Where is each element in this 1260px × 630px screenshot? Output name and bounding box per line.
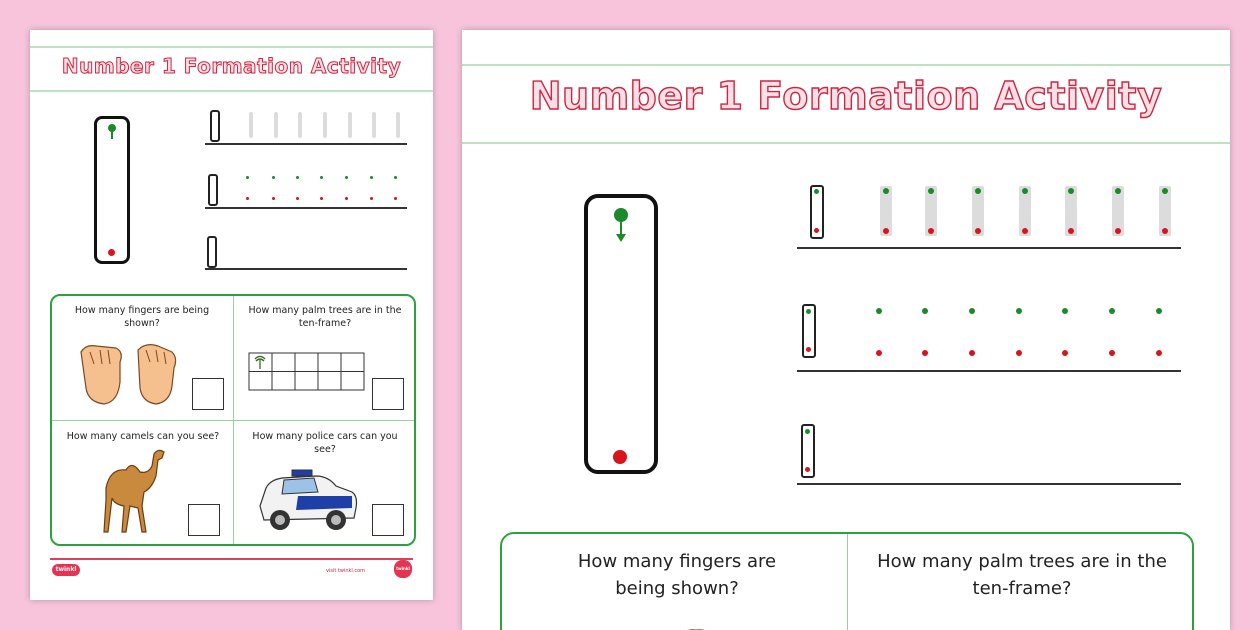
end-dot[interactable]: [1016, 350, 1022, 356]
answer-box[interactable]: [188, 504, 220, 536]
writing-line: [205, 207, 407, 209]
start-dot[interactable]: [922, 308, 928, 314]
end-dot[interactable]: [1062, 350, 1068, 356]
question-palm-trees: How many palm trees are in the ten-frame?: [248, 305, 402, 329]
page-title: Number 1 Formation Activity: [61, 54, 402, 78]
start-dot[interactable]: [296, 176, 299, 179]
writing-line: [205, 268, 407, 270]
answer-box[interactable]: [372, 504, 404, 536]
start-dot[interactable]: [1016, 308, 1022, 314]
ghost-one[interactable]: [274, 112, 278, 138]
start-dot[interactable]: [876, 308, 882, 314]
footer-url: visit twinkl.com: [326, 568, 366, 574]
worksheet-preview-small: [30, 30, 433, 600]
start-dot[interactable]: [345, 176, 348, 179]
start-dot[interactable]: [969, 308, 975, 314]
ghost-one[interactable]: [1065, 186, 1077, 236]
end-dot[interactable]: [272, 197, 275, 200]
start-dot[interactable]: [1156, 308, 1162, 314]
ghost-one[interactable]: [298, 112, 302, 138]
ghost-one[interactable]: [348, 112, 352, 138]
large-number-one-trace: [584, 194, 658, 474]
question-palm-trees: How many palm trees are in the ten-frame?: [877, 551, 1167, 599]
example-one: [210, 110, 220, 142]
start-dot[interactable]: [1062, 308, 1068, 314]
writing-line: [205, 143, 407, 145]
start-dot[interactable]: [394, 176, 397, 179]
footer-divider: [50, 558, 413, 560]
question-grid: [500, 532, 1194, 630]
writing-line: [797, 370, 1181, 372]
end-dot[interactable]: [246, 197, 249, 200]
ghost-one[interactable]: [925, 186, 937, 236]
question-police-cars: How many police cars can you see?: [252, 431, 398, 455]
title-divider: [30, 90, 433, 92]
end-dot: [613, 450, 627, 464]
police-car-image: [256, 466, 360, 538]
worksheet-preview-large: [462, 30, 1230, 630]
arrow-head-icon: [616, 234, 626, 242]
grid-divider: [52, 420, 414, 421]
title-divider: [462, 142, 1230, 144]
example-one: [207, 236, 217, 268]
example-one: [208, 174, 218, 206]
start-dot[interactable]: [246, 176, 249, 179]
ghost-one[interactable]: [323, 112, 327, 138]
end-dot[interactable]: [320, 197, 323, 200]
start-dot[interactable]: [370, 176, 373, 179]
ghost-one[interactable]: [972, 186, 984, 236]
footer-logo: twinkl: [394, 560, 412, 578]
writing-line: [797, 483, 1181, 485]
example-one: [802, 304, 816, 358]
example-one: [810, 185, 824, 239]
down-arrow-icon: [111, 131, 113, 139]
top-divider: [462, 64, 1230, 66]
end-dot[interactable]: [394, 197, 397, 200]
writing-line: [797, 247, 1181, 249]
start-dot[interactable]: [320, 176, 323, 179]
end-dot[interactable]: [969, 350, 975, 356]
hands-image: [584, 622, 724, 630]
start-dot[interactable]: [272, 176, 275, 179]
start-dot: [614, 208, 628, 222]
ghost-one[interactable]: [372, 112, 376, 138]
end-dot[interactable]: [876, 350, 882, 356]
ghost-one[interactable]: [396, 112, 400, 138]
ten-frame: [248, 352, 366, 396]
twinkl-logo: twinkl: [52, 564, 80, 576]
camel-image: [96, 446, 168, 542]
top-divider: [30, 46, 433, 48]
large-number-one-trace: [94, 116, 130, 264]
answer-box[interactable]: [192, 378, 224, 410]
end-dot[interactable]: [922, 350, 928, 356]
ghost-one[interactable]: [249, 112, 253, 138]
down-arrow-icon: [620, 221, 622, 235]
hands-image: [76, 342, 186, 408]
end-dot[interactable]: [345, 197, 348, 200]
start-dot[interactable]: [1109, 308, 1115, 314]
ghost-one[interactable]: [1159, 186, 1171, 236]
end-dot[interactable]: [1156, 350, 1162, 356]
question-grid: [50, 294, 416, 546]
page-title: Number 1 Formation Activity: [529, 74, 1163, 118]
question-fingers: How many fingers are being shown?: [74, 305, 210, 329]
ghost-one[interactable]: [1019, 186, 1031, 236]
end-dot[interactable]: [370, 197, 373, 200]
question-camels: How many camels can you see?: [66, 431, 220, 442]
ghost-one[interactable]: [880, 186, 892, 236]
end-dot[interactable]: [1109, 350, 1115, 356]
grid-divider: [847, 534, 848, 630]
question-fingers: How many fingers are being shown?: [577, 551, 777, 599]
example-one: [801, 424, 815, 478]
end-dot: [108, 249, 115, 256]
end-dot[interactable]: [296, 197, 299, 200]
answer-box[interactable]: [372, 378, 404, 410]
ghost-one[interactable]: [1112, 186, 1124, 236]
